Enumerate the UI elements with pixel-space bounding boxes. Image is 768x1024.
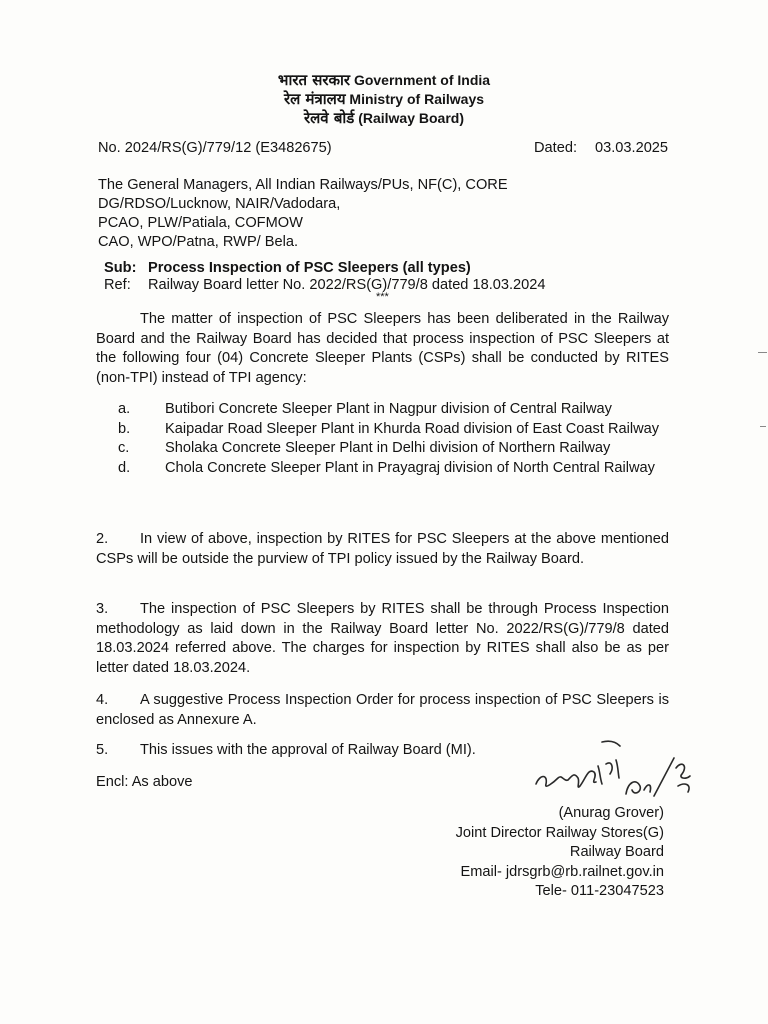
addressee-line: CAO, WPO/Patna, RWP/ Bela. (98, 234, 299, 250)
list-item (118, 420, 670, 440)
paragraph-number: 2. (96, 531, 109, 547)
header-line-1 (0, 70, 768, 90)
paragraph-text: This issues with the approval of Railway Board (MI). (140, 742, 476, 758)
list-item (118, 439, 670, 459)
list-item-text: Butibori Concrete Sleeper Plant in Nagpur division of Central Railway (165, 401, 612, 417)
addressee-line: The General Managers, All Indian Railways/PUs, NF(C), CORE (98, 177, 508, 193)
enclosure-note: Encl: As above (96, 774, 193, 790)
paragraph-number: 3. (96, 601, 109, 617)
paragraph-3 (96, 600, 669, 678)
plant-list (118, 400, 670, 478)
list-item-label: a. (118, 401, 131, 417)
paragraph-2 (96, 530, 669, 569)
header-line-3 (0, 108, 768, 128)
scan-margin-mark (760, 426, 766, 427)
signatory-email: Email- jdrsgrb@rb.railnet.gov.in (460, 863, 664, 880)
letter-number: No. 2024/RS(G)/779/12 (E3482675) (98, 140, 332, 156)
paragraph-text: The inspection of PSC Sleepers by RITES shall be through Process Inspection methodology as laid down in the Railway Board letter No. 2022/RS(G)/779/8 dated 18.03.2024 referred above. The charges for inspection by RITES shall also be as per letter dated 18.03.2024. (96, 601, 669, 676)
header-english-govt: Government of India (353, 72, 491, 88)
reference-label: Ref: (104, 277, 131, 293)
list-item-text: Chola Concrete Sleeper Plant in Prayagraj division of North Central Railway (165, 459, 655, 476)
handwritten-signature (528, 738, 698, 804)
list-item-label: c. (118, 440, 130, 457)
list-item (118, 459, 670, 479)
list-item-label: b. (118, 420, 131, 437)
signatory-designation: Joint Director Railway Stores(G) (455, 824, 664, 841)
header-hindi-govt: भारत सरकार (277, 71, 351, 89)
paragraph-text: A suggestive Process Inspection Order for process inspection of PSC Sleepers is enclosed as Annexure A. (96, 692, 669, 728)
paragraph-number: 4. (96, 692, 109, 708)
list-item (118, 400, 670, 420)
paragraph-1-text: The matter of inspection of PSC Sleepers has been deliberated in the Railway Board and the Railway Board has decided that process inspection of PSC Sleepers at the following four (04) Concrete Sleeper Plants (CSPs) shall be conducted by RITES (non-TPI) instead of TPI agency: (96, 311, 669, 386)
header-line-2 (0, 89, 768, 109)
separator: *** (376, 291, 389, 303)
list-item-text: Sholaka Concrete Sleeper Plant in Delhi division of Northern Railway (165, 440, 611, 457)
scan-margin-mark (758, 352, 767, 353)
dated-value: 03.03.2025 (595, 140, 669, 156)
signatory-block (456, 804, 664, 902)
header-hindi-board: रेलवे बोर्ड (303, 109, 355, 127)
header-english-board: (Railway Board) (358, 110, 465, 126)
header-hindi-ministry: रेल मंत्रालय (283, 90, 346, 108)
paragraph-1 (96, 310, 669, 388)
paragraph-text: In view of above, inspection by RITES for PSC Sleepers at the above mentioned CSPs will be outside the purview of TPI policy issued by the Railway Board. (96, 531, 669, 567)
signatory-office: Railway Board (569, 844, 664, 861)
header-english-ministry: Ministry of Railways (349, 91, 485, 107)
signatory-name: (Anurag Grover) (558, 805, 664, 821)
addressee-line: DG/RDSO/Lucknow, NAIR/Vadodara, (98, 196, 341, 212)
paragraph-4 (96, 691, 669, 730)
subject-text: Process Inspection of PSC Sleepers (all types) (148, 260, 471, 276)
dated-label: Dated: (534, 140, 577, 156)
list-item-label: d. (118, 459, 131, 476)
subject-label: Sub: (104, 260, 137, 276)
list-item-text: Kaipadar Road Sleeper Plant in Khurda Road division of East Coast Railway (165, 420, 660, 437)
paragraph-number: 5. (96, 742, 109, 758)
reference-text: Railway Board letter No. 2022/RS(G)/779/8 dated 18.03.2024 (148, 277, 546, 293)
addressee-line: PCAO, PLW/Patiala, COFMOW (98, 215, 303, 231)
signatory-phone: Tele- 011-23047523 (535, 883, 664, 900)
